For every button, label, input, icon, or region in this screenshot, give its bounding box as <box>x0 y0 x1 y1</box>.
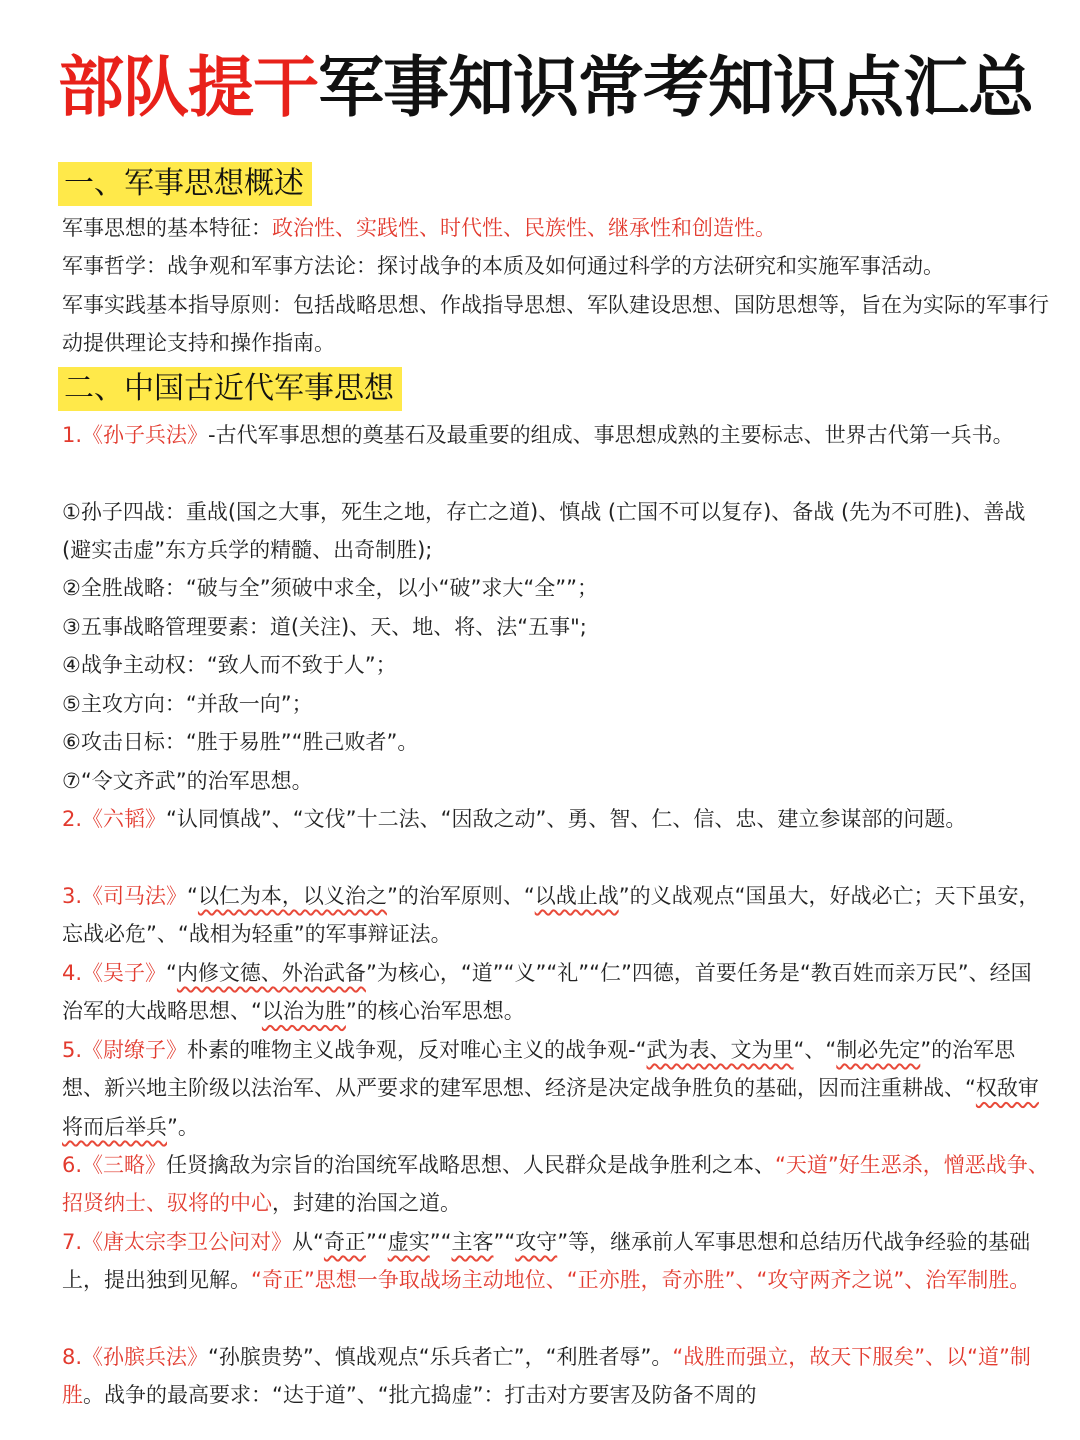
text-part: ”为核心，“道”“义”“礼”“仁”四德，首要任务是“教百姓而亲万民”、经国治军的大战略思想、“ <box>62 961 1032 1024</box>
emphasis-text: 以仁为本，以义治之 <box>197 884 387 908</box>
item-wendui-title: 7.《唐太宗李卫公问对》 <box>62 1230 293 1254</box>
item-liutao-title: 2.《六韬》 <box>62 807 167 831</box>
item-sunzi-title: 1.《孙子兵法》 <box>62 423 209 447</box>
emphasis-text: 以战止战 <box>534 884 619 908</box>
item-sunbin <box>62 1338 1052 1415</box>
paragraph-features <box>62 209 1052 247</box>
text-part: “、“ <box>793 1038 837 1062</box>
item-weiliaozi-title: 5.《尉缭子》 <box>62 1038 188 1062</box>
sunzi-sub-2: ②全胜战略：“破与全”须破中求全，以小“破”求大“全””； <box>62 576 598 600</box>
item-sunzi <box>62 416 1052 454</box>
text-part: 任贤擒敌为宗旨的治国统军战略思想、人民群众是战争胜利之本、 <box>166 1153 776 1177</box>
text-part: ”的核心治军思想。 <box>345 999 525 1024</box>
emphasis-red: “战胜而强立，故天下服矣”、以“道”制胜 <box>62 1345 1031 1408</box>
item-sunbin-title: 8.《孙膑兵法》 <box>62 1345 209 1369</box>
text-part: ”的治军原则、“ <box>386 884 535 908</box>
text-part: 从“ <box>292 1230 324 1254</box>
paragraph-philosophy: 军事哲学：战争观和军事方法论：探讨战争的本质及如何通过科学的方法研究和实施军事活动。 <box>62 254 944 278</box>
text-part: “ <box>187 884 198 908</box>
emphasis-red: “奇正”思想一争取战场主动地位、“正亦胜，奇亦胜”、“攻守两齐之说”、治军制胜。 <box>251 1268 1031 1293</box>
paragraph-principles: 军事实践基本指导原则：包括战略思想、作战指导思想、军队建设思想、国防思想等，旨在为实际的军事行动提供理论支持和操作指南。 <box>62 293 1049 356</box>
item-liutao-text: “认同慎战”、“文伐”十二法、“因敌之动”、勇、智、仁、信、忠、建立参谋部的问题。 <box>166 807 967 831</box>
item-simafa-title: 3.《司马法》 <box>62 884 188 908</box>
sunzi-sub-6: ⑥攻击日标：“胜于易胜”“胜己败者”。 <box>62 730 419 754</box>
features-label: 军事思想的基本特征： <box>62 216 272 240</box>
features-value: 政治性、实践性、时代性、民族性、继承性和创造性。 <box>272 216 776 240</box>
title-black-part: 军事知识常考知识点汇总 <box>318 49 1033 126</box>
emphasis-text: 权敌审将而后举兵 <box>62 1076 1039 1139</box>
section-heading-1: 一、军事思想概述 <box>58 162 312 206</box>
sunzi-sub-4: ④战争主动权：“致人而不致于人”； <box>62 653 397 677</box>
item-sanlue <box>62 1146 1052 1223</box>
sunzi-sub-3: ③五事战略管理要素：道(关注)、天、地、将、法“五事"; <box>62 615 587 639</box>
text-part: ，封建的治国之道。 <box>272 1191 461 1216</box>
item-wuzi <box>62 954 1052 1031</box>
emphasis-text: 以治为胜 <box>261 999 346 1024</box>
sunzi-sub-7: ⑦“令文齐武”的治军思想。 <box>62 769 313 793</box>
emphasis-text: 制必先定 <box>836 1038 921 1062</box>
text-part: ”的义战观点“国虽大，好战必亡；天下虽安，忘战必危”、“战相为轻重”的军事辩证法。 <box>62 884 1040 947</box>
emphasis-text: 虚实 <box>387 1230 430 1254</box>
text-part: 朴素的唯物主义战争观，反对唯心主义的战争观-“ <box>187 1038 647 1062</box>
sunzi-sub-1: ①孙子四战：重战(国之大事，死生之地，存亡之道)、慎战 (亡国不可以复存)、备战 (先为不可胜)、善战 (避实击虚”东方兵学的精髓、出奇制胜); <box>62 500 1026 563</box>
text-part: “孙膑贵势”、慎战观点“乐兵者亡”，“利胜者辱”。 <box>208 1345 673 1369</box>
emphasis-text: 主客 <box>451 1230 494 1254</box>
emphasis-text: 内修文德、外治武备 <box>176 961 366 985</box>
text-part: ”“ <box>429 1230 452 1254</box>
item-wendui <box>62 1223 1052 1300</box>
text-part: ”“ <box>493 1230 516 1254</box>
item-weiliaozi <box>62 1031 1052 1146</box>
item-sunzi-text: -古代军事思想的奠基石及最重要的组成、事思想成熟的主要标志、世界古代第一兵书。 <box>208 423 1014 447</box>
text-part: 。战争的最高要求：“达于道”、“批亢捣虚”：打击对方要害及防备不周的 <box>83 1383 757 1408</box>
item-sanlue-title: 6.《三略》 <box>62 1153 167 1177</box>
emphasis-red: “天道”好生恶杀，憎恶战争、招贤纳士、驭将的中心 <box>62 1153 1049 1216</box>
text-part: ”“ <box>365 1230 388 1254</box>
title-red-part: 部队提干 <box>58 49 318 126</box>
emphasis-text: 奇正 <box>323 1230 366 1254</box>
item-liutao <box>62 800 1052 838</box>
item-simafa <box>62 877 1052 954</box>
sunzi-sub-5: ⑤主攻方向：“并敌一向”； <box>62 692 313 716</box>
text-part: ”。 <box>167 1114 199 1139</box>
text-part: ”的治军思想、新兴地主阶级以法治军、从严要求的建军思想、经济是决定战争胜负的基础，因而注重耕战、“ <box>62 1038 1016 1101</box>
text-part: ”等，继承前人军事思想和总结历代战争经验的基础上，提出独到见解。 <box>62 1230 1031 1293</box>
emphasis-text: 武为表、文为里 <box>646 1038 794 1062</box>
page-title <box>58 48 1038 128</box>
text-part: “ <box>166 961 177 985</box>
section-heading-2: 二、中国古近代军事思想 <box>58 367 402 411</box>
emphasis-text: 攻守 <box>515 1230 558 1254</box>
item-wuzi-title: 4.《吴子》 <box>62 961 167 985</box>
